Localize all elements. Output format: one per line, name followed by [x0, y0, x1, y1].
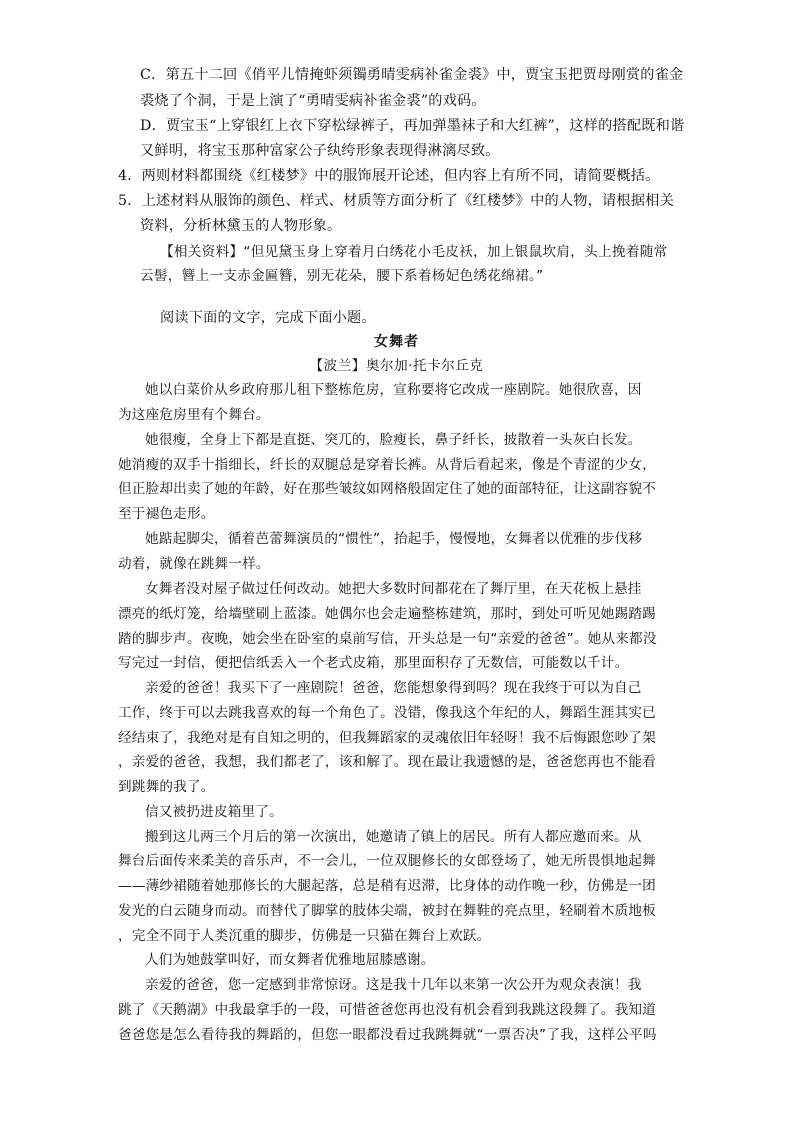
question-c-line1: C．第五十二回《俏平儿情掩虾须镯勇晴雯病补雀金裘》中，贾宝玉把贾母刚赏的雀金 — [140, 67, 684, 83]
story-line: 至于褪色走形。 — [118, 506, 215, 522]
story-line: 漂亮的纸灯笼，给墙壁刷上蓝漆。她偶尔也会走遍整栋建筑，那时，到处可听见她踢踏踢 — [118, 606, 656, 622]
story-line: 搬到这儿两三个月后的第一次演出，她邀请了镇上的居民。所有人都应邀而来。从 — [145, 829, 642, 845]
question-d-line1: D．贾宝玉“上穿银红上衣下穿松绿裤子，再加弹墨袜子和大红裤”，这样的搭配既和谐 — [140, 118, 685, 134]
story-line: ——薄纱裙随着她那修长的大腿起落，总是稍有迟滞，比身体的动作晚一秒，仿佛是一团 — [118, 878, 656, 894]
story-line: ，完全不同于人类沉重的脚步，仿佛是一只猫在舞台上欢跃。 — [118, 928, 491, 944]
story-line: 舞台后面传来柔美的音乐声，不一会儿，一位双腿修长的女郎登场了，她无所畏惧地起舞 — [118, 853, 656, 869]
story-line: 她踮起脚尖，循着芭蕾舞演员的“惯性”，抬起手，慢慢地，女舞者以优雅的步伐移 — [145, 531, 643, 547]
story-line: 她消瘦的双手十指细长，纤长的双腿总是穿着长裤。从背后看起来，像是个青涩的少女， — [118, 457, 656, 473]
story-line: 踏的脚步声。夜晚，她会坐在卧室的桌前写信，开头总是一句“亲爱的爸爸”。她从来都没 — [118, 631, 657, 647]
story-line: 但正脸却出卖了她的年龄，好在那些皱纹如网格般固定住了她的面部特征，让这副容貌不 — [118, 481, 656, 497]
question-5-line2: 资料，分析林黛玉的人物形象。 — [140, 218, 342, 234]
story-line: ，亲爱的爸爸，我想，我们都老了，该和解了。现在最让我遗憾的是，爸爸您再也不能看 — [118, 754, 656, 770]
story-line: 经结束了，我绝对是有自知之明的，但我舞蹈家的灵魂依旧年轻呀！我不后悔跟您吵了架 — [118, 730, 656, 746]
story-line: 亲爱的爸爸，您一定感到非常惊讶。这是我十几年以来第一次公开为观众表演！我 — [145, 977, 642, 993]
story-line: 发光的白云随身而动。而替代了脚掌的肢体尖端，被封在舞鞋的亮点里，轻刷着木质地板 — [118, 903, 656, 919]
question-d-line2: 又鲜明，将宝玉那种富家公子纨绔形象表现得淋漓尽致。 — [140, 143, 500, 159]
story-line: 到跳舞的我了。 — [118, 779, 215, 795]
related-material-line1: 【相关资料】“但见黛玉身上穿着月白绣花小毛皮袄，加上银鼠坎肩，头上挽着随常 — [160, 244, 668, 260]
question-4: 4．两则材料都围绕《红楼梦》中的服饰展开论述，但内容上有所不同，请简要概括。 — [118, 168, 660, 184]
story-line: 人们为她鼓掌叫好，而女舞者优雅地屈膝感谢。 — [145, 952, 435, 968]
question-c-line2: 裘烧了个洞，于是上演了“勇晴雯病补雀金裘”的戏码。 — [140, 93, 486, 109]
question-5-line1: 5．上述材料从服饰的颜色、样式、材质等方面分析了《红楼梦》中的人物，请根据相关 — [118, 193, 674, 209]
story-line: 爸爸您是怎么看待我的舞蹈的，但您一眼都没看过我跳舞就“一票否决”了我，这样公平吗 — [118, 1027, 657, 1043]
story-line: 她以白菜价从乡政府那儿租下整栋危房，宣称要将它改成一座剧院。她很欣喜，因 — [145, 382, 642, 398]
story-line: 写完过一封信，便把信纸丢入一个老式皮箱，那里面积存了无数信，可能数以千计。 — [118, 655, 629, 671]
related-material-line2: 云髻，簪上一支赤金匾簪，别无花朵，腰下系着杨妃色绣花绵裙。” — [140, 268, 544, 284]
story-line: 信又被扔进皮箱里了。 — [145, 804, 283, 820]
story-line: 动着，就像在跳舞一样。 — [118, 556, 270, 572]
story-line: 为这座危房里有个舞台。 — [118, 407, 270, 423]
story-author: 【波兰】奥尔加·托卡尔丘克 — [309, 358, 484, 374]
story-title: 女舞者 — [374, 334, 419, 350]
story-line: 跳了《天鹅湖》中我最拿手的一段，可惜爸爸您再也没有机会看到我跳这段舞了。我知道 — [118, 1002, 656, 1018]
reading-instruction: 阅读下面的文字，完成下面小题。 — [160, 310, 376, 326]
story-line: 亲爱的爸爸！我买下了一座剧院！爸爸，您能想象得到吗？现在我终于可以为自己 — [145, 680, 642, 696]
story-line: 工作，终于可以去跳我喜欢的每一个角色了。没错，像我这个年纪的人，舞蹈生涯其实已 — [118, 705, 656, 721]
story-line: 她很瘦，全身上下都是直挺、突兀的，脸瘦长，鼻子纤长，披散着一头灰白长发。 — [145, 432, 642, 448]
story-line: 女舞者没对屋子做过任何改动。她把大多数时间都花在了舞厅里，在天花板上悬挂 — [145, 581, 642, 597]
